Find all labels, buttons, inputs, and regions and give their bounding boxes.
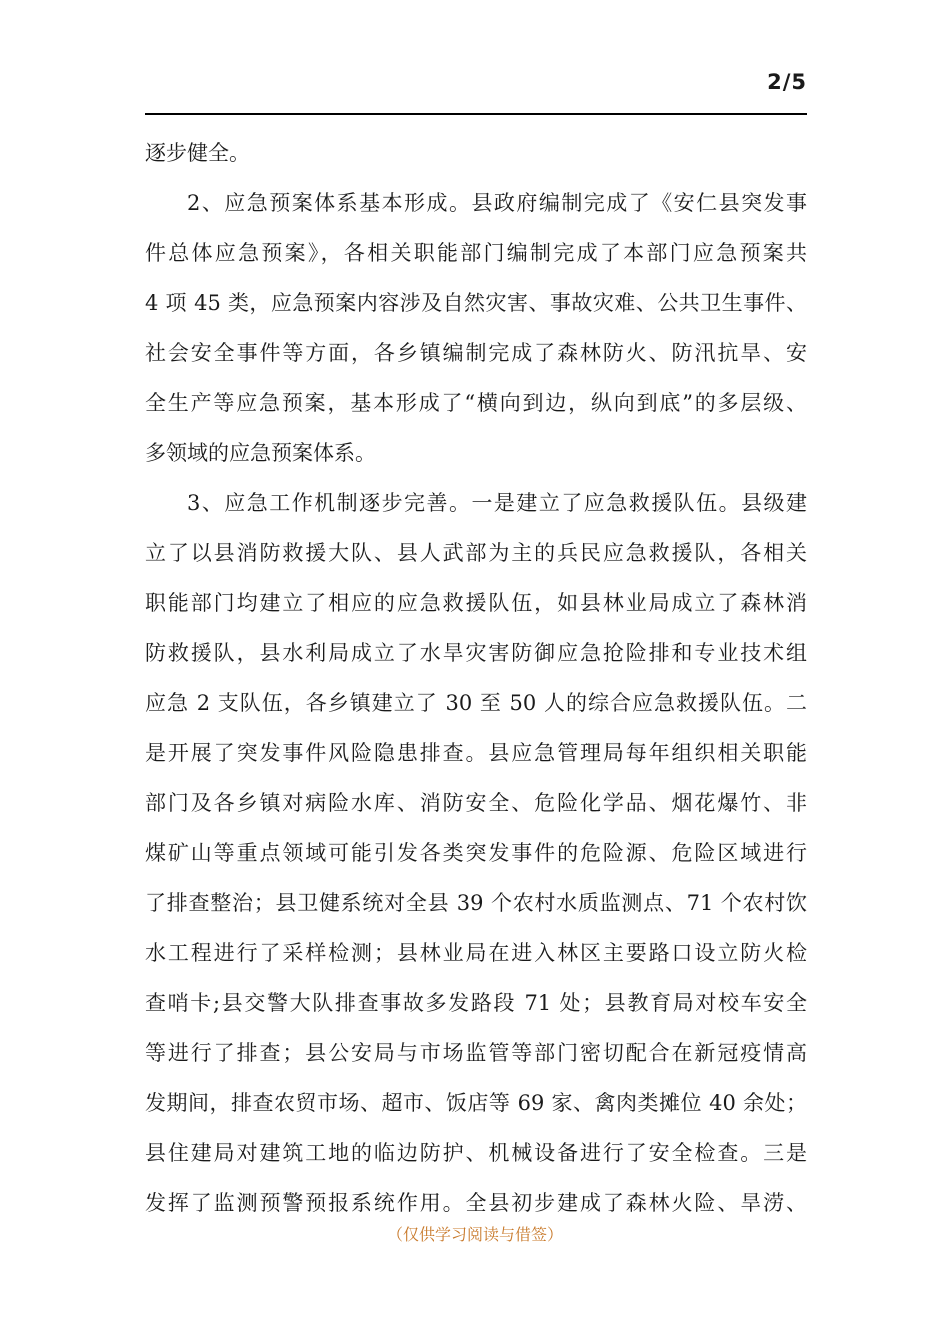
text-line: 水工程进行了采样检测；县林业局在进入林区主要路口设立防火检 xyxy=(145,941,807,965)
document-body xyxy=(145,128,807,1228)
text-line: 发期间，排查农贸市场、超市、饭店等 69 家、禽肉类摊位 40 余处； xyxy=(145,1091,807,1115)
text-line: 全生产等应急预案，基本形成了“横向到边，纵向到底”的多层级、 xyxy=(145,391,807,415)
text-line: 查哨卡;县交警大队排查事故多发路段 71 处；县教育局对校车安全 xyxy=(145,991,807,1015)
paragraph-work-mechanism xyxy=(145,478,807,1228)
text-line: 是开展了突发事件风险隐患排查。县应急管理局每年组织相关职能 xyxy=(145,741,807,765)
text-line: 部门及各乡镇对病险水库、消防安全、危险化学品、烟花爆竹、非 xyxy=(145,791,807,815)
text-line: 逐步健全。 xyxy=(145,141,250,165)
header-rule xyxy=(145,113,807,115)
text-line: 应急 2 支队伍，各乡镇建立了 30 至 50 人的综合应急救援队伍。二 xyxy=(145,691,807,715)
text-line: 社会安全事件等方面，各乡镇编制完成了森林防火、防汛抗旱、安 xyxy=(145,341,807,365)
text-line: 等进行了排查；县公安局与市场监管等部门密切配合在新冠疫情高 xyxy=(145,1041,807,1065)
text-line: 县住建局对建筑工地的临边防护、机械设备进行了安全检查。三是 xyxy=(145,1141,807,1165)
text-line: 防救援队，县水利局成立了水旱灾害防御应急抢险排和专业技术组 xyxy=(145,641,807,665)
footer-note: （仅供学习阅读与借签） xyxy=(386,1225,563,1244)
text-line: 多领域的应急预案体系。 xyxy=(145,441,376,465)
text-line: 了排查整治；县卫健系统对全县 39 个农村水质监测点、71 个农村饮 xyxy=(145,891,807,915)
paragraph-continuation xyxy=(145,128,807,178)
text-line: 件总体应急预案》，各相关职能部门编制完成了本部门应急预案共 xyxy=(145,241,807,265)
text-line: 2、应急预案体系基本形成。县政府编制完成了《安仁县突发事 xyxy=(187,191,807,215)
text-line: 4 项 45 类，应急预案内容涉及自然灾害、事故灾难、公共卫生事件、 xyxy=(145,291,807,315)
page-number: 2/5 xyxy=(767,70,807,94)
text-line: 煤矿山等重点领域可能引发各类突发事件的危险源、危险区域进行 xyxy=(145,841,807,865)
text-line: 立了以县消防救援大队、县人武部为主的兵民应急救援队，各相关 xyxy=(145,541,807,565)
text-line: 职能部门均建立了相应的应急救援队伍，如县林业局成立了森林消 xyxy=(145,591,807,615)
paragraph-emergency-plans xyxy=(145,178,807,478)
text-line: 发挥了监测预警预报系统作用。全县初步建成了森林火险、旱涝、 xyxy=(145,1191,807,1215)
text-line: 3、应急工作机制逐步完善。一是建立了应急救援队伍。县级建 xyxy=(187,491,807,515)
